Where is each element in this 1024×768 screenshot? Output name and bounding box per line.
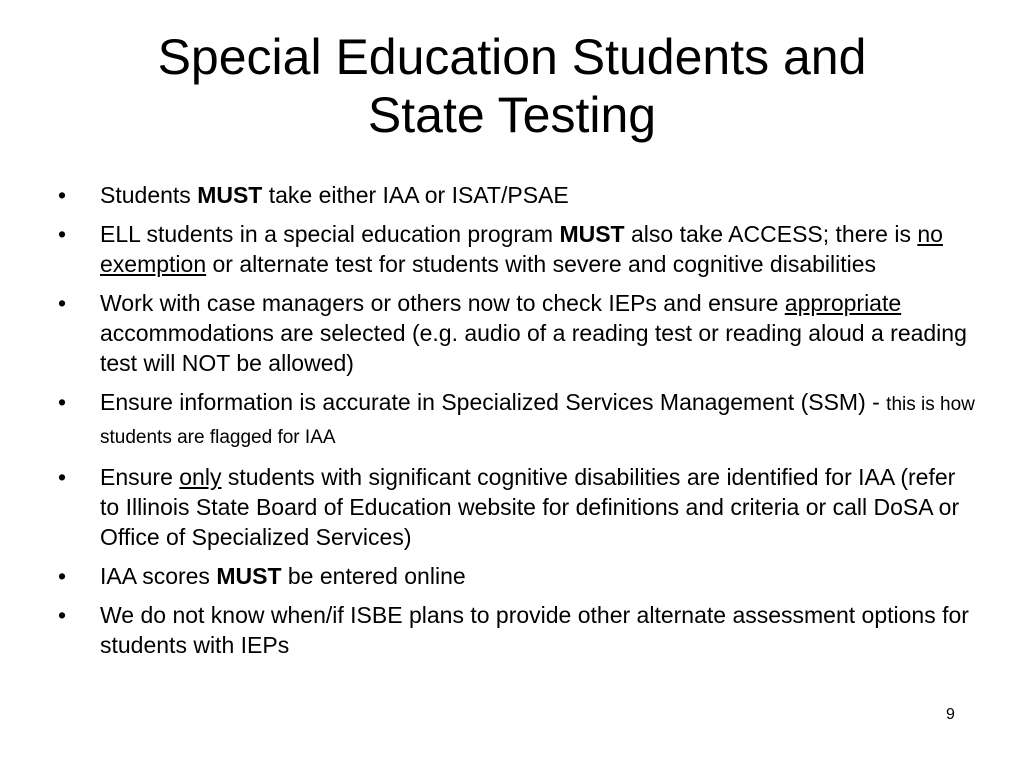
bullet-text: or alternate test for students with severe and cognitive disabilities: [206, 251, 877, 277]
bullet-text: accommodations are selected (e.g. audio of a reading test or reading aloud a reading test will NOT be allowed): [100, 320, 967, 376]
slide-title-line-2: State Testing: [367, 87, 657, 143]
bullet-text: be entered online: [281, 563, 466, 589]
bullet-item: [58, 600, 978, 660]
bullet-marker-icon: •: [58, 182, 67, 208]
bullet-marker-icon: •: [58, 221, 67, 247]
bullet-text: Ensure: [100, 464, 180, 490]
slide-title-line-1: Special Education Students and: [157, 29, 867, 85]
bullet-emphasis: MUST: [197, 182, 263, 208]
bullet-small-text: this is how students are flagged for IAA: [100, 394, 975, 448]
bullet-marker-icon: •: [58, 464, 67, 490]
bullet-text: take either IAA or ISAT/PSAE: [262, 182, 569, 208]
bullet-marker-icon: •: [58, 290, 67, 316]
bullet-marker-icon: •: [58, 389, 67, 415]
bullet-text: Work with case managers or others now to check IEPs and ensure: [100, 290, 785, 316]
slide-title: [60, 28, 964, 144]
bullet-marker-icon: •: [58, 563, 67, 589]
bullet-emphasis: MUST: [559, 221, 625, 247]
bullet-emphasis: MUST: [216, 563, 282, 589]
bullet-text: also take ACCESS; there is: [624, 221, 918, 247]
bullet-text: ELL students in a special education program: [100, 221, 560, 247]
bullet-item: [58, 180, 978, 210]
bullet-text: We do not know when/if ISBE plans to provide other alternate assessment options for students with IEPs: [100, 602, 969, 658]
bullet-text: students with significant cognitive disabilities are identified for IAA (refer to Illinois State Board of Education website for definitions and criteria or call DoSA or Office of Specialized Services): [100, 464, 960, 550]
bullet-text: IAA scores: [100, 563, 217, 589]
bullet-item: [58, 387, 978, 453]
bullet-text: Ensure information is accurate in Specialized Services Management (SSM) -: [100, 389, 887, 415]
bullet-item: [58, 462, 978, 552]
bullet-underlined-text: only: [179, 464, 222, 490]
bullet-underlined-text: appropriate: [784, 290, 902, 316]
bullet-item: [58, 561, 978, 591]
bullet-list: [58, 180, 978, 669]
bullet-underlined-text: no exemption: [100, 221, 943, 277]
bullet-marker-icon: •: [58, 602, 67, 628]
bullet-item: [58, 288, 978, 378]
page-number: 9: [946, 706, 955, 723]
bullet-text: Students: [100, 182, 198, 208]
bullet-item: [58, 219, 978, 279]
